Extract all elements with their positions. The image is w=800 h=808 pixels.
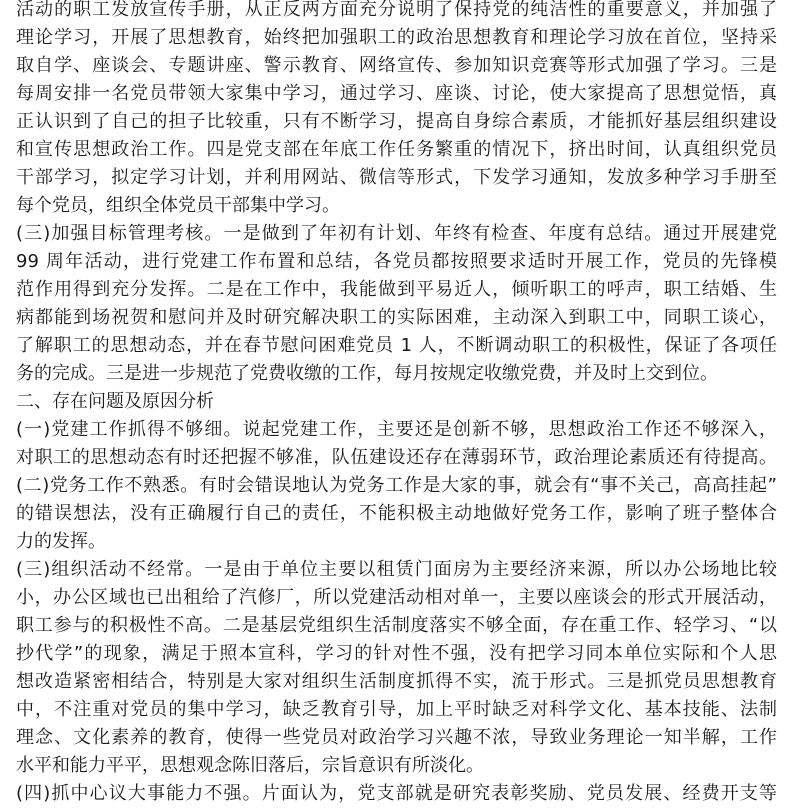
text-line: 抄代学”的现象，满足于照本宣科，学习的针对性不强，没有把学习同本单位实际和个人思 — [16, 643, 777, 664]
section-heading-line: (一)党建工作抓得不够细。说起党建工作，主要还是创新不够，思想政治工作还不够深入， — [16, 419, 777, 440]
text-line: 对职工的思想动态有时还把握不够准，队伍建设还存在薄弱环节，政治理论素质还有待提高。 — [16, 447, 777, 468]
section-heading-line: (二)党务工作不熟悉。有时会错误地认为党务工作是大家的事，就会有“事不关己，高高挂起” — [16, 475, 777, 496]
text-line: 水平和能力平平，思想观念陈旧落后，宗旨意识有所淡化。 — [16, 755, 484, 776]
text-line: 每个党员，组织全体党员干部集中学习。 — [16, 195, 340, 216]
text-line: 取自学、座谈会、专题讲座、警示教育、网络宣传、参加知识竞赛等形式加强了学习。三是 — [16, 55, 777, 76]
text-line: 干部学习，拟定学习计划，并利用网站、微信等形式，下发学习通知，发放多种学习手册至 — [16, 167, 777, 188]
text-line: 了解职工的思想动态，并在春节慰问困难党员 1 人，不断调动职工的积极性，保证了各项任 — [16, 335, 777, 356]
text-line: 理论学习，开展了思想教育，始终把加强职工的政治思想教育和理论学习放在首位，坚持采 — [16, 27, 777, 48]
text-line: 中，不注重对党员的集中学习，缺乏教育引导，加上平时缺乏对科学文化、基本技能、法制 — [16, 699, 777, 720]
text-line: 职工参与的积极性不高。二是基层党组织生活制度落实不够全面，存在重工作、轻学习、“以 — [16, 615, 777, 636]
text-line: 的错误想法，没有正确履行自己的责任，不能积极主动地做好党务工作，影响了班子整体合 — [16, 503, 777, 524]
section-heading-line: (三)组织活动不经常。一是由于单位主要以租赁门面房为主要经济来源，所以办公场地比较 — [16, 559, 777, 580]
text-line: 99 周年活动，进行党建工作布置和总结，各党员都按照要求适时开展工作，党员的先锋模 — [16, 251, 777, 272]
text-line: 活动的职工发放宣传手册，从正反两方面充分说明了保持党的纯洁性的重要意义，并加强了 — [16, 0, 777, 20]
text-line: 和宣传思想政治工作。四是党支部在年底工作任务繁重的情况下，挤出时间，认真组织党员 — [16, 139, 777, 160]
text-line: 力的发挥。 — [16, 531, 106, 552]
text-line: 务的完成。三是进一步规范了党费收缴的工作，每月按规定收缴党费，并及时上交到位。 — [16, 363, 718, 384]
text-line: 病都能到场祝贺和慰问并及时研究解决职工的实际困难，主动深入到职工中，同职工谈心， — [16, 307, 777, 328]
text-line: 范作用得到充分发挥。二是在工作中，我能做到平易近人，倾听职工的呼声，职工结婚、生 — [16, 279, 777, 300]
section-heading-line: (三)加强目标管理考核。一是做到了年初有计划、年终有检查、年度有总结。通过开展建党 — [16, 223, 777, 244]
section-heading: 二、存在问题及原因分析 — [16, 391, 214, 412]
text-line: 小，办公区域也已出租给了汽修厂，所以党建活动相对单一，主要以座谈会的形式开展活动， — [16, 587, 777, 608]
text-line: 每周安排一名党员带领大家集中学习，通过学习、座谈、讨论，使大家提高了思想觉悟，真 — [16, 83, 777, 104]
text-line: 正认识到了自己的担子比较重，只有不断学习，提高自身综合素质，才能抓好基层组织建设 — [16, 111, 777, 132]
text-line: 理念、文化素养的教育，使得一些党员对政治学习兴趣不浓，导致业务理论一知半解，工作 — [16, 727, 777, 748]
text-line: 想改造紧密相结合，特别是大家对组织生活制度抓得不实，流于形式。三是抓党员思想教育 — [16, 671, 777, 692]
section-heading-line: (四)抓中心议大事能力不强。片面认为，党支部就是研究表彰奖励、党员发展、经费开支等 — [16, 783, 777, 804]
